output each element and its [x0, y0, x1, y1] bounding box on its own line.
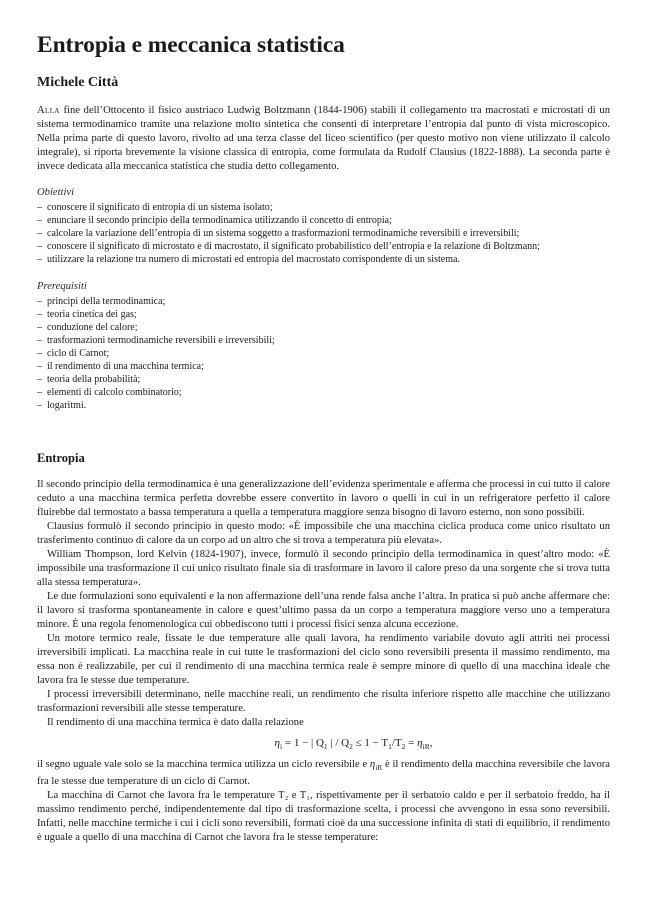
abstract-lead: Alla [37, 105, 60, 116]
list-item: – teoria cinetica dei gas; [37, 308, 610, 321]
prerequisites-heading: Prerequisiti [37, 281, 87, 292]
paragraph: I processi irreversibili determinano, nelle macchine reali, un rendimento che risulta inferiore rispetto alle macchine che utilizzano trasformazioni reversibili alle stesse temperature. [37, 689, 610, 714]
list-item: – principi della termodinamica; [37, 295, 610, 308]
list-item: – trasformazioni termodinamiche reversibili e irreversibili; [37, 334, 610, 347]
article-title: Entropia e meccanica statistica [37, 32, 345, 58]
abstract-text: fine dell’Ottocento il fisico austriaco Ludwig Boltzmann (1844-1906) stabilì il collegamento tra macrostati e microstati di un sistema termodinamico tramite una relazione molto sintetica che consentì di interpretare l’entropia dal punto di vista microscopico. Nella prima parte di questo lavoro, rivolto ad una terza classe del liceo scientifico (per questo motivo non viene utilizzato il calcolo integrale), si riporta brevemente la visione classica di entropia, come formulata da Rudolf Clausius (1822-1888). La seconda parte è invece dedicata alla meccanica statistica che studia detto collegamento. [37, 105, 610, 172]
paragraph: La macchina di Carnot che lavora fra le temperature T₂ e T₁, rispettivamente per il serbatoio caldo e per il serbatoio freddo, ha il massimo rendimento perché, indipendentemente dal tipo di trasformazione scelta, i processi che avvengono in essa sono reversibili. Infatti, nelle macchine termiche i cui i cicli sono reversibili, formati cioè da una successione infinita di stati di equilibrio, il rendimento è uguale a quello di una macchina di Carnot che lavora fra le stesse temperature: [37, 790, 610, 844]
efficiency-equation: $\eta_i = 1$ − | $Q_1$ | / $Q_2 \le 1 - T_1/T_2 = \eta_{iR}$, [274, 737, 433, 752]
objectives-heading: Obiettivi [37, 187, 75, 198]
list-item: – logaritmi. [37, 399, 610, 412]
author-name: Michele Città [37, 75, 119, 90]
paragraph: Clausius formulò il secondo principio in questo modo: «È impossibile che una macchina ciclica produca come unico risultato un trasferimento continuo di calore da un corpo ad un altro che si trova a temperatura più elevata». [37, 521, 610, 546]
prerequisites-list [37, 295, 610, 412]
list-item: – teoria della probabilità; [37, 373, 610, 386]
article [37, 30, 610, 845]
list-item: – calcolare la variazione dell’entropia di un sistema soggetto a trasformazioni termodinamiche reversibili e irreversibili; [37, 227, 610, 240]
list-item: – enunciare il secondo principio della termodinamica utilizzando il concetto di entropia; [37, 214, 610, 227]
list-item: – conoscere il significato di entropia di un sistema isolato; [37, 201, 610, 214]
list-item: – ciclo di Carnot; [37, 347, 610, 360]
list-item: – conduzione del calore; [37, 321, 610, 334]
abstract [37, 104, 610, 174]
paragraph: Le due formulazioni sono equivalenti e la non affermazione dell’una rende falsa anche l’altra. In pratica si può anche affermare che: il lavoro si trasforma spontaneamente in calore e quest’ultimo passa da un corpo a temperatura maggiore verso uno a temperatura minore. È una regola fenomenologica cui obbediscono tutti i processi fisici senza alcuna eccezione. [37, 591, 610, 630]
paragraph: Il secondo principio della termodinamica è una generalizzazione dell’evidenza sperimentale e afferma che processi in cui tutto il calore ceduto a una macchina termica perfetta dovrebbe essere convertito in lavoro o quelli in cui in un refrigeratore perfetto il calore fluirebbe dal termostato a bassa temperatura a quella a temperatura maggiore senza bisogno di lavoro esterno, non sono possibili. [37, 479, 610, 518]
section-heading: Entropia [37, 451, 85, 465]
list-item: – elementi di calcolo combinatorio; [37, 386, 610, 399]
paragraph: Un motore termico reale, fissate le due temperature alle quali lavora, ha rendimento variabile dovuto agli attriti nei processi irreversibili implicati. La macchina reale in cui tutte le trasformazioni del ciclo sono reversibili presenta il massimo rendimento, ma essa non è realizzabile, per cui il rendimento di una macchina termica reale è sempre minore di quello di una macchina ideale che lavora fra le stesse due temperature. [37, 633, 610, 686]
list-item: – utilizzare la relazione tra numero di microstati ed entropia del macrostato corrispondente di un sistema. [37, 253, 610, 266]
section-body [37, 478, 610, 845]
objectives-list [37, 201, 610, 266]
list-item: – il rendimento di una macchina termica; [37, 360, 610, 373]
list-item: – conoscere il significato di microstato e di macrostato, il significato probabilistico dell’entropia e la relazione di Boltzmann; [37, 240, 610, 253]
paragraph: il segno uguale vale solo se la macchina termica utilizza un ciclo reversibile e $\eta_{iR}$ è il rendimento della macchina reversibile che lavora fra le stesse due temperature di un ciclo di Carnot. [37, 759, 610, 788]
paragraph: William Thompson, lord Kelvin (1824-1907), invece, formulò il secondo principio della termodinamica in quest’altro modo: «È impossibile una trasformazione il cui unico risultato finale sia di trasformare in lavoro il calore preso da una sorgente che si trova tutta alla stessa temperatura». [37, 549, 610, 588]
paragraph: Il rendimento di una macchina termica è dato dalla relazione [47, 717, 304, 728]
